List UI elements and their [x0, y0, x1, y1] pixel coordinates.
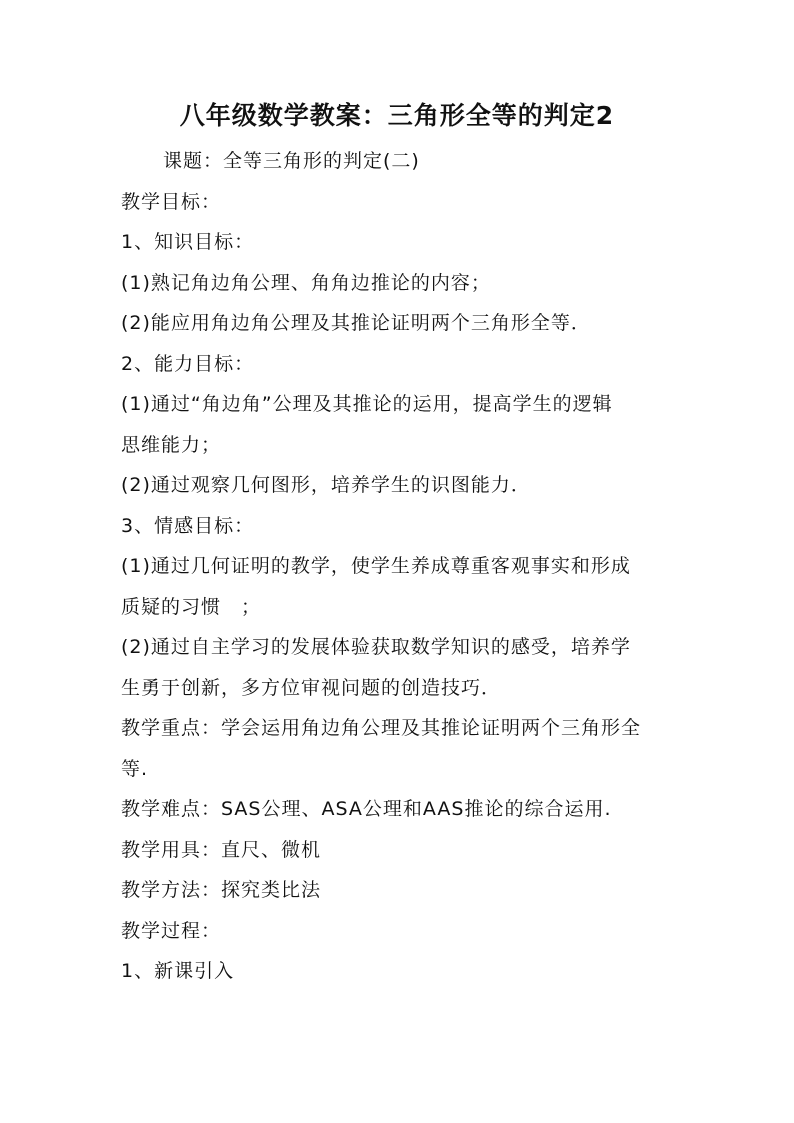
text-line: (1)通过几何证明的教学，使学生养成尊重客观事实和形成	[121, 555, 631, 577]
text-line: 教学难点：SAS公理、ASA公理和AAS推论的综合运用.	[121, 798, 612, 820]
document-body	[121, 141, 681, 992]
text-line: 2、能力目标：	[121, 352, 255, 375]
text-line: 教学方法：探究类比法	[121, 879, 322, 901]
text-line: 3、情感目标：	[121, 514, 255, 537]
document-title: 八年级数学教案：三角形全等的判定2	[179, 101, 615, 130]
text-line: 1、新课引入	[121, 960, 235, 982]
text-line: 教学过程：	[121, 919, 222, 942]
text-line: 教学用具：直尺、微机	[121, 838, 322, 861]
text-line: 教学重点：学会运用角边角公理及其推论证明两个三角形全	[121, 717, 642, 739]
text-line: (1)通过“角边角”公理及其推论的运用，提高学生的逻辑	[121, 393, 613, 415]
text-line: 思维能力；	[121, 433, 222, 456]
text-line: (2)通过观察几何图形，培养学生的识图能力．	[121, 474, 531, 496]
text-line: 课题：全等三角形的判定(二)	[163, 150, 420, 172]
text-line: 质疑的习惯 ；	[121, 595, 262, 618]
text-line: 生勇于创新，多方位审视问题的创造技巧．	[121, 676, 502, 699]
text-line: (2)能应用角边角公理及其推论证明两个三角形全等．	[121, 312, 591, 334]
text-line: 教学目标：	[121, 190, 222, 213]
text-line: 等.	[121, 757, 149, 780]
text-line: 1、知识目标：	[121, 231, 255, 253]
text-line: (2)通过自主学习的发展体验获取数学知识的感受，培养学	[121, 636, 631, 658]
text-line: (1)熟记角边角公理、角角边推论的内容；	[121, 271, 491, 294]
